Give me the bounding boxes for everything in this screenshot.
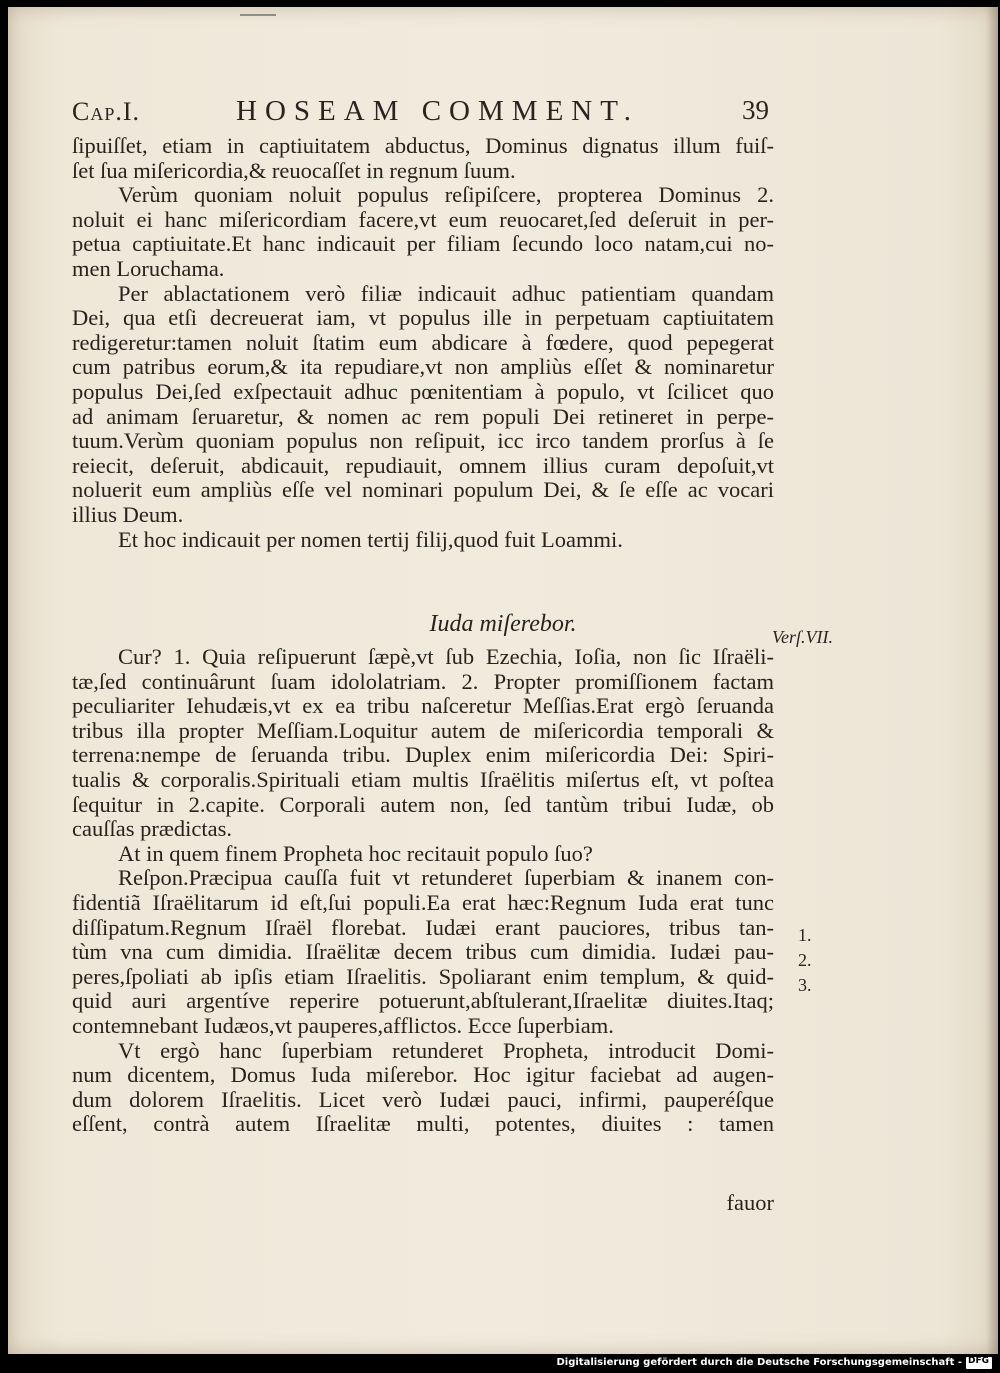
text-line: ſipuiſſet, etiam in captiuitatem abductus, Dominus dignatus illum fuiſ- — [72, 133, 774, 158]
text-line: Per ablactationem verò filiæ indicauit adhuc patientiam quandam — [118, 280, 774, 306]
page-number: 39 — [742, 95, 769, 125]
text-line: Cur? 1. Quia reſipuerunt ſæpè,vt ſub Ezechia, Ioſia, non ſic Iſraëli- — [118, 644, 774, 669]
text-line: tuum.Verùm quoniam populus non reſipuit, icc irco tandem prorſus à ſe — [72, 428, 774, 454]
text-line: Reſpon.Præcipua cauſſa fuit vt retunderet ſuperbiam & inanem con- — [118, 865, 774, 891]
text-line: fidentiã Iſraëlitarum id eſt,ſui populi.Ea erat hæc:Regnum Iuda erat tunc — [72, 889, 774, 915]
text-block-1 — [72, 134, 774, 552]
text-line: dum dolorem Iſraelitis. Licet verò Iudæi pauci, infirmi, pauperéſque — [72, 1086, 774, 1112]
text-line: redigeretur:tamen noluit ſtatim eum abdicare à fœdere, quod pepegerat — [72, 329, 774, 355]
text-line: cauſſas prædictas. — [72, 816, 232, 842]
text-line: At in quem finem Propheta hoc recitauit populo ſuo? — [118, 840, 593, 866]
digitization-footer — [0, 1354, 1000, 1373]
text-block-2 — [72, 645, 774, 1137]
dfg-logo-icon — [966, 1357, 992, 1369]
text-line: tæ,ſed continuârunt ſuam idololatriam. 2. Propter promiſſionem factam — [72, 668, 774, 694]
book-page — [8, 7, 998, 1354]
dfg-logo-text: DFG — [968, 1356, 990, 1366]
verse-reference: Verſ.VII. — [772, 627, 833, 647]
text-line: diſſipatum.Regnum Iſraël florebat. Iudæi erant pauciores, tribus tan- — [72, 914, 774, 940]
text-line: cum patribus eorum,& ita repudiare,vt non ampliùs eſſet & nominaretur — [72, 354, 774, 380]
text-line: ſet ſua miſericordia,& reuocaſſet in regnum ſuum. — [72, 157, 516, 183]
text-line: ſequitur in 2.capite. Corporali autem non, ſed tantùm tribui Iudæ, ob — [72, 791, 774, 817]
text-line: contemnebant Iudæos,vt pauperes,afflictos. Ecce ſuperbiam. — [72, 1012, 614, 1038]
margin-number: 1. — [798, 925, 812, 945]
text-line: men Loruchama. — [72, 255, 225, 281]
chapter-label: Cap.I. — [72, 97, 141, 126]
text-line: reiecit, deſeruit, abdicauit, repudiauit, omnem illius curam depoſuit,vt — [72, 452, 774, 478]
top-mark — [240, 14, 276, 16]
text-line: noluerit eum ampliùs eſſe vel nominari populum Dei, & ſe eſſe ac vocari — [72, 477, 774, 503]
text-line: ad animam ſeruaretur, & nomen ac rem populi Dei retineret in perpe- — [72, 403, 774, 429]
section-title: Iuda miſerebor. — [429, 611, 577, 637]
text-line: Vt ergò hanc ſuperbiam retunderet Propheta, introducit Domi- — [118, 1037, 774, 1063]
text-line: peres,ſpoliati ab ipſis etiam Iſraelitis. Spoliarant enim templum, & quid- — [72, 963, 774, 989]
funding-notice: Digitalisierung gefördert durch die Deutsche Forschungsgemeinschaft - — [556, 1357, 962, 1368]
text-line: tùm vna cum dimidia. Iſraëlitæ decem tribus cum dimidia. Iudæi pau- — [72, 939, 774, 965]
catchword-block — [72, 1191, 774, 1216]
text-line: peculiariter Iehudæis,vt ex ea tribu naſceretur Meſſias.Erat ergò ſeruanda — [72, 693, 774, 719]
running-header — [8, 95, 998, 135]
text-line: illius Deum. — [72, 501, 184, 527]
text-line: Dei, qua etſi decreuerat iam, vt populus ille in perpetuam captiuitatem — [72, 305, 774, 331]
text-line: petua captiuitate.Et hanc indicauit per filiam ſecundo loco natam,cui no- — [72, 231, 774, 257]
text-line: Verùm quoniam noluit populus reſipiſcere, propterea Dominus 2. — [118, 182, 774, 208]
text-line: Et hoc indicauit per nomen tertij filij,quod fuit Loammi. — [118, 526, 623, 552]
text-line: tribus illa propter Meſſiam.Loquitur autem de miſericordia temporali & — [72, 717, 774, 743]
margin-number: 3. — [798, 975, 812, 995]
text-line: eſſent, contrà autem Iſraelitæ multi, potentes, diuites : tamen — [72, 1111, 774, 1137]
catchword: fauor — [726, 1190, 774, 1215]
text-line: num dicentem, Domus Iuda miſerebor. Hoc igitur faciebat ad augen- — [72, 1062, 774, 1088]
text-line: quid auri argentíve reperire potuerunt,abſtulerant,Iſraelitæ diuites.Itaq; — [72, 988, 774, 1014]
running-title: HOSEAM COMMENT. — [236, 95, 640, 127]
text-line: terrena:nempe de ſeruanda tribu. Duplex enim miſericordia Dei: Spiri- — [72, 742, 774, 768]
margin-number: 2. — [798, 950, 812, 970]
text-line: noluit ei hanc miſericordiam facere,vt eum reuocaret,ſed deſeruit in per- — [72, 206, 774, 232]
text-line: tualis & corporalis.Spirituali etiam multis Iſraëlitis miſertus eſt, vt poſtea — [72, 766, 774, 792]
text-line: populus Dei,ſed exſpectauit adhuc pœnitentiam à populo, vt ſcilicet quo — [72, 378, 774, 404]
